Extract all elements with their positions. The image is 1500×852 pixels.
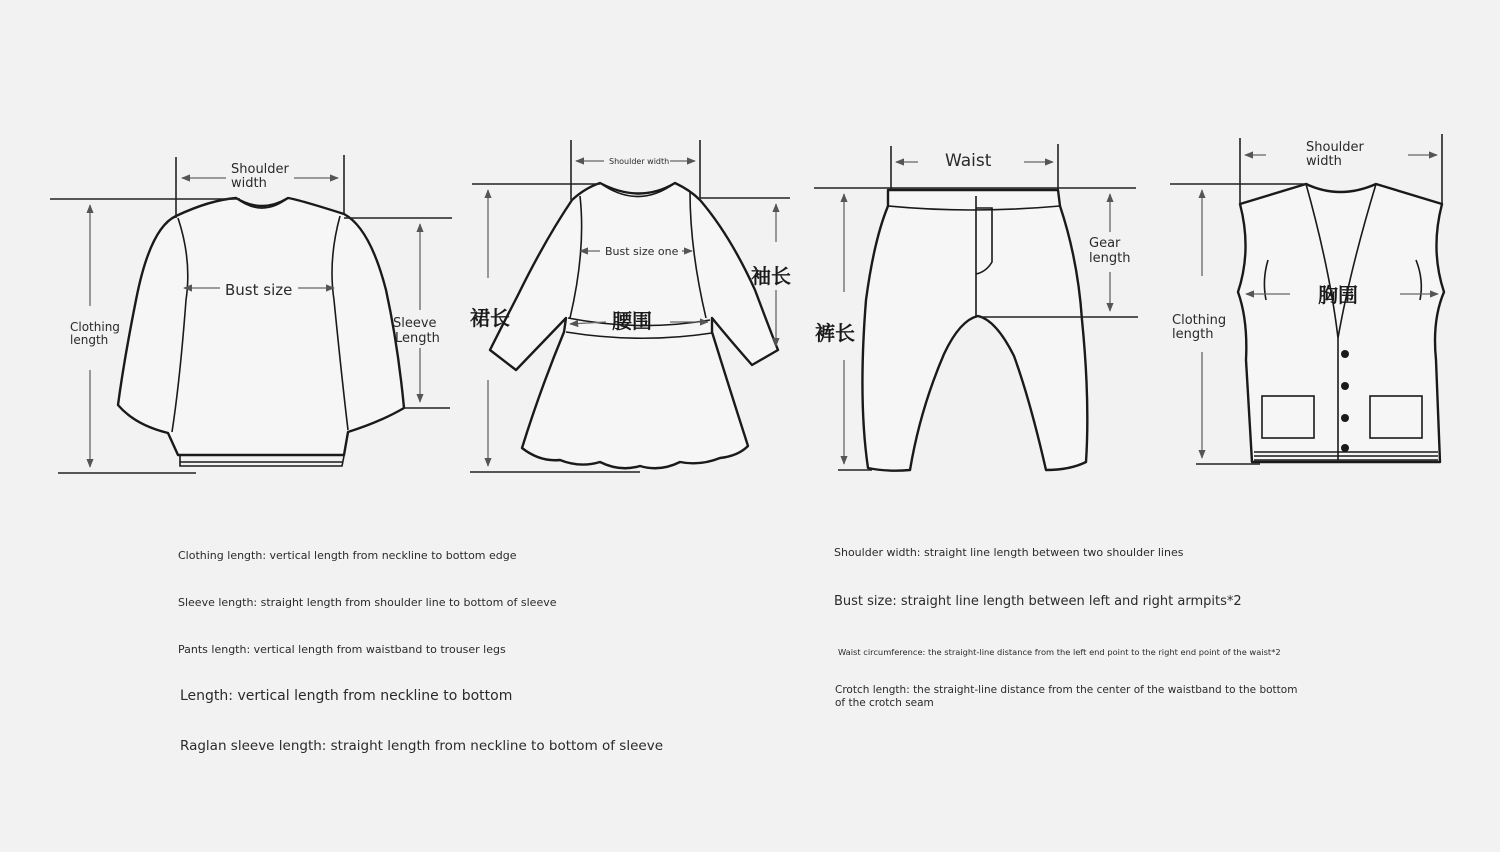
dress-bust-size-label: Bust size one — [605, 245, 679, 258]
sweater-outline — [118, 198, 404, 455]
pants-outline — [862, 190, 1087, 471]
note-bust-size: Bust size: straight line length between left and right armpits*2 — [834, 594, 1242, 609]
vest-figure — [1170, 134, 1444, 464]
dress-figure — [470, 140, 791, 472]
dress-waist-label: 腰围 — [612, 309, 652, 333]
dress-sleeve-length-label: 袖长 — [751, 264, 791, 288]
note-sleeve-length: Sleeve length: straight length from shoulder line to bottom of sleeve — [178, 596, 557, 609]
vest-shoulder-width-label: Shoulder width — [1306, 140, 1364, 169]
sweater-figure — [50, 155, 452, 473]
sweater-clothing-length-label: Clothing length — [70, 320, 120, 347]
pants-figure — [814, 144, 1138, 471]
note-length: Length: vertical length from neckline to bottom — [180, 688, 513, 704]
sweater-bust-size-label: Bust size — [225, 281, 293, 299]
pants-gear-length-label: Gear length — [1089, 236, 1131, 266]
pants-length-label: 裤长 — [815, 321, 855, 345]
sweater-sleeve-length-label: Sleeve Length — [393, 316, 440, 346]
note-crotch-length: Crotch length: the straight-line distance from the center of the waistband to the bottom of the crotch seam — [835, 684, 1298, 709]
note-raglan-sleeve-length: Raglan sleeve length: straight length from neckline to bottom of sleeve — [180, 738, 664, 754]
note-waist-circumference: Waist circumference: the straight-line distance from the left end point to the right end point of the waist*2 — [838, 647, 1281, 657]
dress-shoulder-width-label: Shoulder width — [609, 157, 670, 166]
dress-skirt-length-label: 裙长 — [470, 306, 510, 330]
note-clothing-length: Clothing length: vertical length from neckline to bottom edge — [178, 549, 517, 562]
sweater-shoulder-width-label: Shoulder width — [231, 162, 289, 191]
pants-waist-label: Waist — [945, 151, 992, 171]
vest-bust-label: 胸围 — [1318, 283, 1358, 307]
note-pants-length: Pants length: vertical length from waistband to trouser legs — [178, 643, 506, 656]
note-shoulder-width: Shoulder width: straight line length between two shoulder lines — [834, 546, 1184, 559]
vest-clothing-length-label: Clothing length — [1172, 313, 1227, 342]
